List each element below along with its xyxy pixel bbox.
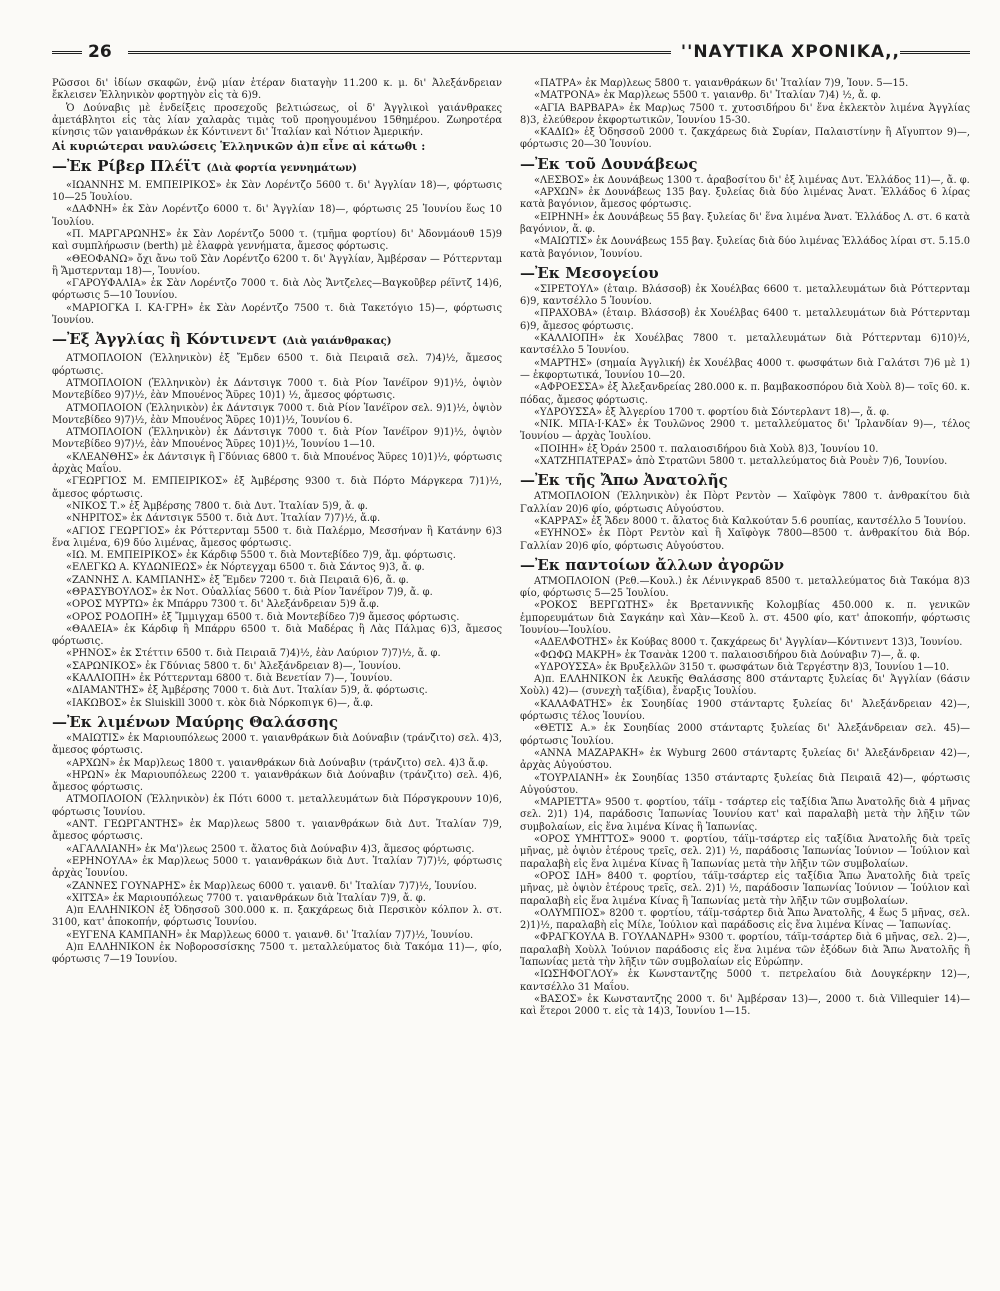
section-heading-text: —Ἐκ τοῦ Δουνάβεως bbox=[520, 154, 698, 173]
charter-entry: «ΝΗΡΙΤΟΣ» ἐκ Δάντσιγκ 5500 τ. διὰ Δυτ. Ἰταλίαν 7)7)½, ἄ.φ. bbox=[66, 513, 381, 525]
charter-entry: ΑΤΜΟΠΛΟΙΟΝ (Ἑλληνικὸν) ἐκ Πὸρτ Ρεντὸν — Χαϊφὸγκ 7800 τ. ἀνθρακίτου διὰ Γαλλίαν 20)6 φίο, φόρτωσις Αὐγούστου. bbox=[520, 491, 970, 515]
subheading: Αἱ κυριώτεραι ναυλώσεις Ἑλληνικῶν ἀ)π εἶνε αἱ κάτωθι : bbox=[52, 140, 426, 154]
charter-entry: «ΑΔΕΛΦΟΤΗΣ» ἐκ Κούβας 8000 τ. ζακχάρεως δι' Ἀγγλίαν—Κόντινεντ 13)3, Ἰουνίου. bbox=[534, 637, 963, 649]
charter-entry: «ΦΩΦΩ ΜΑΚΡΗ» ἐκ Τσανὰκ 1200 τ. παλαιοσιδήρου διὰ Δούναβιν 7)—, ἄ. φ. bbox=[534, 649, 921, 661]
charter-entry: «ΟΡΟΣ ΡΟΔΟΠΗ» ἐξ Ἴμμιγχαμ 6500 τ. διὰ Μοντεβίδεο 7)9 ἄμεσος φόρτωσις. bbox=[66, 611, 460, 623]
charter-entry: ΑΤΜΟΠΛΟΙΟΝ (Ἑλληνικὸν) ἐξ Ἔμδεν 6500 τ. διὰ Πειραιᾶ σελ. 7)4)½, ἄμεσος φόρτωσις. bbox=[52, 353, 502, 377]
charter-entry: «ΣΙΡΕΤΟΥΛ» (ἑταιρ. Βλάσσοβ) ἐκ Χουέλβας 6600 τ. μεταλλευμάτων διὰ Ρόττερνταμ 6)9, καντσέλλο 5 Ἰουνίου. bbox=[520, 283, 970, 308]
section-heading-text: —Ἐκ παντοίων ἄλλων ἀγορῶν bbox=[520, 555, 785, 574]
charter-entry: «ΖΑΝΝΕΣ ΓΟΥΝΑΡΗΣ» ἐκ Μαρ)λεως 6000 τ. γαιανθ. δι' Ἰταλίαν 7)7)½, Ἰουνίου. bbox=[66, 880, 477, 892]
charter-entry: «ΑΓΑΛΛΙΑΝΗ» ἐκ Μα')λεως 2500 τ. ἄλατος διὰ Δούναβιν 4)3, ἄμεσος φόρτωσις. bbox=[66, 843, 475, 855]
charter-entry: «ΦΡΑΓΚΟΥΛΑ Β. ΓΟΥΛΑΝΔΡΗ» 9300 τ. φορτίου, τάϊμ-τσάρτερ διὰ 6 μῆνας, σελ. 2)—, παραλαβὴ Χοὺλλ Ἰούνιον παράδοσις εἰς ἕνα λιμένα τῶν ἐξόδων διὰ Ἄπω Ἀνατολῆς ἢ Ἰαπωνίας μετὰ τὴν λῆξιν τῶν συμβολαίων εἰς Εὐρώπην. bbox=[520, 932, 970, 968]
charter-entry: «ΜΑΤΡΟΝΑ» ἐκ Μαρ)λεως 5500 τ. γαιανθρ. δι' Ἰταλίαν 7)4) ½, ἄ. φ. bbox=[534, 90, 882, 102]
charter-entry: «ΛΕΣΒΟΣ» ἐκ Δουνάβεως 1300 τ. ἀραβοσίτου δι' ἐξ λιμένας Δυτ. Ἑλλάδος 11)—, ἄ. φ. bbox=[534, 174, 970, 186]
charter-entry: ΑΤΜΟΠΛΟΙΟΝ (Ἑλληνικὸν) ἐκ Δάντσιγκ 7000 τ. διὰ Ρίον Ἰανέϊρον 9)1)½, ὀψιὸν Μοντεβίδεο 9)7)½, ἐὰν Μπουένος Ἄϋρες 10)1) ½, ἄμεσος φόρτωσις. bbox=[52, 377, 502, 402]
left-column bbox=[52, 78, 502, 1018]
charter-entry: «ΥΔΡΟΥΣΣΑ» ἐκ Βρυξελλῶν 3150 τ. φωσφάτων διὰ Τεργέστην 8)3, Ἰουνίου 1—10. bbox=[534, 661, 950, 673]
charter-entry: «ΜΑΙΩΤΙΣ» ἐκ Δουνάβεως 155 βαγ. ξυλείας διὰ δύο λιμένας Ἑλλάδος λίραι στ. 5.15.0 κατὰ βαγόνιον, Ἰουνίου. bbox=[520, 236, 970, 260]
charter-entry: «ΟΡΟΣ ΥΜΗΤΤΟΣ» 9000 τ. φορτίου, τάϊμ-τσάρτερ εἰς ταξίδια Ἀνατολῆς διὰ τρεῖς μῆνας, μὲ ὀψιὸν ἑτέρους τρεῖς, σελ. 2)1) ½, παράδοσις Ἰαπωνίας Ἰούνιον — Ἰούλιον καὶ παραλαβὴ εἰς ἕνα λιμένα Κίνας ἢ Ἰαπωνίας μετὰ τὴν λῆξιν τῶν συμβολαίων. bbox=[520, 834, 970, 870]
section-heading bbox=[520, 556, 970, 574]
section-heading bbox=[52, 157, 502, 178]
charter-entry: «ΚΑΛΑΦΑΤΗΣ» ἐκ Σουηδίας 1900 στάνταρτς ξυλείας δι' Ἀλεξάνδρειαν 42)—, φόρτωσις τέλος Ἰουνίου. bbox=[520, 698, 970, 723]
charter-entry: «ΓΑΡΟΥΦΑΛΙΑ» ἐκ Σὰν Λορέντζο 7000 τ. διὰ Λὸς Ἄντζελες—Βαγκοῦβερ ρέϊντζ 14)6, φόρτωσις 5—10 Ἰουνίου. bbox=[52, 278, 502, 302]
charter-entry: «ΜΑΡΙΕΤΤΑ» 9500 τ. φορτίου, τάϊμ - τσάρτερ εἰς ταξίδια Ἄπω Ἀνατολῆς διὰ 4 μῆνας σελ. 2)1) 1)4, παράδοσις Ἰαπωνίας Ἰουνίου κατ' καὶ παραλαβὴ μετὰ τὴν λῆξιν τῶν συμβολαίων, εἰς ἕνα λιμένα Κίνας ἢ Ἰαπωνίας. bbox=[520, 797, 970, 833]
charter-entry: «ΕΛΕΓΚΩ Α. ΚΥΔΩΝΙΕΩΣ» ἐκ Νόρτεγχαμ 6500 τ. διὰ Σάντος 9)3, ἄ. φ. bbox=[66, 562, 425, 574]
charter-entry: «ΧΙΤΣΑ» ἐκ Μαριουπόλεως 7700 τ. γαιανθράκων διὰ Ἰταλίαν 7)9, ἄ. φ. bbox=[66, 892, 426, 904]
section-heading-note: (Διὰ γαιάνθρακας) bbox=[282, 336, 392, 348]
section-heading bbox=[520, 471, 970, 489]
section-heading-text: —Ἐκ Μεσογείου bbox=[520, 263, 659, 282]
charter-entry: «ΕΙΡΗΝΗ» ἐκ Δουνάβεως 55 βαγ. ξυλείας δι' ἕνα λιμένα Ἀνατ. Ἑλλάδος Λ. στ. 6 κατὰ βαγόνιον, ἄ. φ. bbox=[520, 211, 970, 235]
charter-entry: «ΧΑΤΖΗΠΑΤΕΡΑΣ» ἀπὸ Στρατῶνι 5800 τ. μεταλλεύματος διὰ Ρουὲν 7)6, Ἰουνίου. bbox=[534, 456, 948, 468]
journal-title: ''ΝΑΥΤΙΚΑ ΧΡΟΝΙΚΑ,, bbox=[680, 42, 900, 62]
charter-entry: «ΔΑΦΝΗ» ἐκ Σὰν Λορέντζο 6000 τ. δι' Ἀγγλίαν 18)—, φόρτωσις 25 Ἰουνίου ἕως 10 Ἰουλίου. bbox=[52, 204, 502, 228]
charter-entry: «ΡΗΝΟΣ» ἐκ Στέττιν 6500 τ. διὰ Πειραιᾶ 7)4)½, ἐὰν Λαύριον 7)7)½, ἄ. φ. bbox=[66, 648, 441, 660]
charter-entry: «ΘΡΑΣΥΒΟΥΛΟΣ» ἐκ Νοτ. Οὐαλλίας 5600 τ. διὰ Ρίον Ἰανέϊρον 7)9, ἄ. φ. bbox=[66, 586, 433, 598]
charter-entry: «ΗΡΩΝ» ἐκ Μαριουπόλεως 2200 τ. γαιανθράκων διὰ Δούναβιν (τράνζιτο) σελ. 4)6, ἄμεσος φόρτωσις. bbox=[52, 769, 502, 794]
charter-entry: «ΕΥΗΝΟΣ» ἐκ Πὸρτ Ρεντὸν καὶ ἢ Χαϊφὸγκ 7800—8500 τ. ἀνθρακίτου διὰ Βόρ. Γαλλίαν 20)6 φίο, φόρτωσις Αὐγούστου. bbox=[520, 528, 970, 552]
charter-entry: «ΠΡΑΧΟΒΑ» (ἑταιρ. Βλάσσοβ) ἐκ Χουέλβας 6400 τ. μεταλλευμάτων διὰ Ρόττερνταμ 6)9, ἄμεσος φόρτωσις. bbox=[520, 308, 970, 332]
charter-entry: «ΠΑΤΡΑ» ἐκ Μαρ)λεως 5800 τ. γαιανθράκων δι' Ἰταλίαν 7)9, Ἰουν. 5—15. bbox=[534, 78, 909, 89]
charter-entry: «ΕΡΗΝΟΥΛΑ» ἐκ Μαρ)λεως 5000 τ. γαιανθράκων διὰ Δυτ. Ἰταλίαν 7)7)½, φόρτωσις ἀρχὰς Ἰουνίου. bbox=[52, 855, 502, 880]
page-number: 26 bbox=[88, 42, 112, 62]
charter-entry: «ΡΟΚΟΣ ΒΕΡΓΩΤΗΣ» ἐκ Βρεταννικῆς Κολομβίας 450.000 κ. π. γενικῶν ἐμπορευμάτων διὰ Σαγκάην καὶ Χὰν—Κεοῦ λ. στ. 4500 φίο, κατ' ἀποκοπήν, φόρτωσις Ἰουνίου—Ἰουλίου. bbox=[520, 600, 970, 636]
section-heading-text: —Ἐκ Ρίβερ Πλέϊτ bbox=[52, 156, 202, 175]
charter-entry: ΑΤΜΟΠΛΟΙΟΝ (Ἑλληνικὸν) ἐκ Δάντσιγκ 7000 τ. διὰ Ρίον Ἰανέϊρον σελ. 9)1)½, ὀψιὸν Μοντεβίδεο 9)7)½, ἐὰν Μπουένος Ἄϋρες 10)1)½, Ἰουνίου 6. bbox=[52, 402, 502, 426]
charter-entry: «ΙΑΚΩΒΟΣ» ἐκ Sluiskill 3000 τ. κὸκ διὰ Νόρκοπιγκ 6)—, ἄ.φ. bbox=[66, 697, 374, 709]
charter-entry: «ΜΑΙΩΤΙΣ» ἐκ Μαριουπόλεως 2000 τ. γαιανθράκων διὰ Δούναβιν (τράνζιτο) σελ. 4)3, ἄμεσος φόρτωσις. bbox=[52, 732, 502, 757]
charter-entry: «ΚΛΕΑΝΘΗΣ» ἐκ Δάντσιγκ ἢ Γδύνιας 6800 τ. διὰ Μπουένος Ἄϋρες 10)1)½, φόρτωσις ἀρχὰς Μαΐου. bbox=[52, 451, 502, 476]
charter-entry: «ΚΑΛΛΙΟΠΗ» ἐκ Ρόττερνταμ 6800 τ. διὰ Βενετίαν 7)—, Ἰουνίου. bbox=[66, 673, 393, 685]
charter-entry: «ΒΑΣΟΣ» ἐκ Κωνσταντζης 2000 τ. δι' Ἀμβέρσαν 13)—, 2000 τ. διὰ Villequier 14)— καὶ ἕτεροι 2000 τ. εἰς τὰ 14)3, Ἰουνίου 1—15. bbox=[520, 993, 970, 1018]
charter-entry: «ΑΦΡΟΕΣΣΑ» ἐξ Ἀλεξανδρείας 280.000 κ. π. βαμβακοσπόρου διὰ Χοὺλ 8)— τοῖς 60. κ. πόδας, ἄμεσος φόρτωσις. bbox=[520, 382, 970, 406]
charter-entry: «ΔΙΑΜΑΝΤΗΣ» ἐξ Ἀμβέρσης 7000 τ. διὰ Δυτ. Ἰταλίαν 5)9, ἄ. φόρτωσις. bbox=[66, 685, 428, 697]
section-heading bbox=[520, 155, 970, 173]
header-rule-middle bbox=[128, 51, 671, 54]
charter-entry: «ΟΡΟΣ ΙΔΗ» 8400 τ. φορτίου, τάϊμ-τσάρτερ εἰς ταξίδια Ἄπω Ἀνατολῆς διὰ τρεῖς μῆνας, μὲ ὀψιὸν ἑτέρους τρεῖς, σελ. 2)1) ½, παράδοσιν Ἰαπωνίας Ἰούνιον — Ἰούλιον καὶ παραλαβὴ εἰς ἕνα λιμένα Κίνας ἢ Ἰαπωνίας μετὰ τὴν λῆξιν τῶν συμβολαίων. bbox=[520, 870, 970, 907]
charter-entry: «ΙΩΑΝΝΗΣ Μ. ΕΜΠΕΙΡΙΚΟΣ» ἐκ Σὰν Λορέντζο 5600 τ. δι' Ἀγγλίαν 18)—, φόρτωσις 10—25 Ἰουλίου. bbox=[52, 179, 502, 204]
section-heading-text: —Ἐκ λιμένων Μαύρης Θαλάσσης bbox=[52, 712, 339, 731]
charter-entry: «ΑΝΤ. ΓΕΩΡΓΑΝΤΗΣ» ἐκ Μαρ)λεως 5800 τ. γαιανθράκων διὰ Δυτ. Ἰταλίαν 7)9, ἄμεσος φόρτωσις. bbox=[52, 819, 502, 843]
charter-entry: «ΑΝΝΑ ΜΑΖΑΡΑΚΗ» ἐκ Wyburg 2600 στάνταρτς ξυλείας δι' Ἀλεξάνδρειαν 42)—, ἀρχὰς Αὐγούστου. bbox=[520, 747, 970, 772]
charter-entry: «ΥΔΡΟΥΣΣΑ» ἐξ Ἀλγερίου 1700 τ. φορτίου διὰ Σόντερλαντ 18)—, ἄ. φ. bbox=[534, 406, 890, 418]
charter-entry: «ΤΟΥΡΛΙΑΝΗ» ἐκ Σουηδίας 1350 στάνταρτς ξυλείας διὰ Πειραιᾶ 42)—, φόρτωσις Αὐγούστου. bbox=[520, 772, 970, 796]
charter-entry: «ΝΙΚΟΣ Τ.» ἐξ Ἀμβέρσης 7800 τ. διὰ Δυτ. Ἰταλίαν 5)9, ἄ. φ. bbox=[66, 500, 368, 512]
charter-entry: «ΚΑΡΡΑΣ» ἐξ Ἄδεν 8000 τ. ἄλατος διὰ Καλκούταν 5.6 ρουπίας, καντσέλλο 5 Ἰουνίου. bbox=[534, 515, 967, 527]
charter-entry: Ρῶσσοι δι' ἰδίων σκαφῶν, ἐνῷ μίαν ἑτέραν διαταγὴν 11.200 κ. μ. δι' Ἀλεξάνδρειαν ἔκλεισεν Ἑλληνικὸν φορτηγὸν εἰς τὰ 6)9. bbox=[52, 78, 502, 102]
charter-entry: ΑΤΜΟΠΛΟΙΟΝ (Ρεθ.—Κουλ.) ἐκ Λένινγκραδ 8500 τ. μεταλλεύματος διὰ Τακόμα 8)3 φίο, φόρτωσις 5—25 Ἰουλίου. bbox=[520, 575, 970, 600]
charter-entry: «Π. ΜΑΡΓΑΡΩΝΗΣ» ἐκ Σὰν Λορέντζο 5000 τ. (τμῆμα φορτίου) δι' Ἀδονμάουθ 15)9 καὶ συμπλήρωσιν (berth) μὲ ἐλαφρὰ γεννήματα, ἄμεσος φόρτωσις. bbox=[52, 228, 502, 253]
header-rule-left bbox=[52, 51, 82, 54]
charter-entry: «ΙΩΣΗΦΟΓΛΟΥ» ἐκ Κωνσταντζης 5000 τ. πετρελαίου διὰ Δουγκέρκην 12)—, καντσέλλο 31 Μαΐου. bbox=[520, 969, 970, 993]
charter-entry: Α)π ΕΛΛΗΝΙΚΟΝ ἐξ Ὀδησσοῦ 300.000 κ. π. ξακχάρεως διὰ Περσικὸν κόλπον λ. στ. 3100, κατ' ἀποκοπήν, φόρτωσις Ἰουνίου. bbox=[52, 905, 502, 929]
charter-entry: «ΜΑΡΙΟΓΚΑ Ι. ΚΑ·ΓΡΗ» ἐκ Σὰν Λορέντζο 7500 τ. διὰ Τακετόγιο 15)—, φόρτωσις Ἰουνίου. bbox=[52, 302, 502, 327]
charter-entry: «ΑΓΙΑ ΒΑΡΒΑΡΑ» ἐκ Μαρ)ως 7500 τ. χυτοσιδήρου δι' ἕνα ἐκλεκτὸν λιμένα Ἀγγλίας 8)3, ἐλεύθερον ἐκφορτωτικῶν, Ἰουνίου 15-30. bbox=[520, 102, 970, 126]
charter-entry: «ΟΛΥΜΠΙΟΣ» 8200 τ. φορτίου, τάϊμ-τσάρτερ διὰ Ἄπω Ἀνατολῆς, 4 ἕως 5 μῆνας, σελ. 2)1)½, παραλαβὴ εἰς Μίλε, Ἰούλιον καὶ παράδοσις εἰς ἕνα λιμένα Κίνας — Ἰαπωνίας. bbox=[520, 907, 970, 932]
charter-entry: ΑΤΜΟΠΛΟΙΟΝ (Ἑλληνικὸν) ἐκ Δάντσιγκ 7000 τ. διὰ Ρίον Ἰανέϊρον 9)1)½, ὀψιὸν Μοντεβίδεο 9)7)½, ἐὰν Μπουένος Ἄϋρες 10)1)½, Ἰουνίου 1—10. bbox=[52, 427, 502, 451]
charter-entry: Α)π ΕΛΛΗΝΙΚΟΝ ἐκ Νοβοροσσίσκης 7500 τ. μεταλλεύματος διὰ Τακόμα 11)—, φίο, φόρτωσις 7—19 Ἰουνίου. bbox=[52, 942, 502, 966]
charter-entry: «ΟΡΟΣ ΜΥΡΤΩ» ἐκ Μπάρρυ 7300 τ. δι' Ἀλεξάνδρειαν 5)9 ἄ.φ. bbox=[66, 599, 380, 611]
charter-entry: «ΚΑΔΙΩ» ἐξ Ὀδησσοῦ 2000 τ. ζακχάρεως διὰ Συρίαν, Παλαιστίνην ἢ Αἴγυπτον 9)—, φόρτωσις 20—30 Ἰουνίου. bbox=[520, 127, 970, 151]
article-columns bbox=[52, 78, 970, 1018]
charter-entry: Α)π. ΕΛΛΗΝΙΚΟΝ ἐκ Λευκῆς Θαλάσσης 800 στάνταρτς ξυλείας δι' Ἀγγλίαν (6άσιν Χοὺλ) 42)— (συνεχὴ ταξίδια), ἔναρξις Ἰουλίου. bbox=[520, 674, 970, 698]
header-rule-right bbox=[900, 51, 970, 54]
charter-entry: «ΘΕΤΙΣ Α.» ἐκ Σουηδίας 2000 στάνταρτς ξυλείας δι' Ἀλεξάνδρειαν σελ. 45)— φόρτωσις Ἰουλίου. bbox=[520, 723, 970, 747]
charter-entry: Ὁ Δούναβις μὲ ἐνδείξεις προσεχοῦς βελτιώσεως, οἱ δ' Ἀγγλικοὶ γαιάνθρακες ἀμετάβλητοι εἰς τὰς λίαν χαλαρὰς τιμὰς τοῦ προηγουμένου 15θημέρου. Ζωηροτέρα κίνησις τῶν γαιανθράκων ἐκ Κόντινεντ δι' Ἰταλίαν καὶ Νότιον Ἀμερικήν. bbox=[52, 102, 502, 139]
charter-entry: «ΑΡΧΩΝ» ἐκ Δουνάβεως 135 βαγ. ξυλείας διὰ δύο λιμένας Ἀνατ. Ἑλλάδος 6 λίρας κατὰ βαγόνιον, ἄμεσος φόρτωσις. bbox=[520, 187, 970, 211]
charter-entry: «ΜΑΡΤΗΣ» (σημαία Ἀγγλική) ἐκ Χουέλβας 4000 τ. φωσφάτων διὰ Γαλάτσι 7)6 μὲ 1)— ἐκφορτωτικά, Ἰουνίου 10—20. bbox=[520, 357, 970, 381]
section-heading-note: (Διὰ φορτία γεννημάτων) bbox=[206, 162, 357, 174]
charter-entry: «ΘΕΟΦΑΝΩ» ὄχι ἄνω τοῦ Σὰν Λορέντζο 6200 τ. δι' Ἀγγλίαν, Ἀμβέρσαν — Ρόττερνταμ ἢ Ἄμστερνταμ 18)—, Ἰουνίου. bbox=[52, 253, 502, 277]
right-column bbox=[520, 78, 970, 1018]
charter-entry: «ΘΑΛΕΙΑ» ἐκ Κάρδιφ ἢ Μπάρρυ 6500 τ. διὰ Μαδέρας ἢ Λὰς Πάλμας 6)3, ἄμεσος φόρτωσις. bbox=[52, 623, 502, 648]
section-heading bbox=[52, 330, 502, 351]
charter-entry: «ΓΕΩΡΓΙΟΣ Μ. ΕΜΠΕΙΡΙΚΟΣ» ἐξ Ἀμβέρσης 9300 τ. διὰ Πόρτο Μάργκερα 7)1)½, ἄμεσος φόρτωσις. bbox=[52, 476, 502, 500]
charter-entry: «ΖΑΝΝΗΣ Λ. ΚΑΜΠΑΝΗΣ» ἐξ Ἔμδεν 7200 τ. διὰ Πειραιᾶ 6)6, ἄ. φ. bbox=[66, 574, 409, 586]
charter-entry: «ΙΩ. Μ. ΕΜΠΕΙΡΙΚΟΣ» ἐκ Κάρδιφ 5500 τ. διὰ Μοντεβίδεο 7)9, ἄμ. φόρτωσις. bbox=[66, 550, 456, 562]
charter-entry: «ΠΟΙΗΗ» ἐξ Ὀράν 2500 τ. παλαιοσιδήρου διὰ Χοὺλ 8)3, Ἰουνίου 10. bbox=[534, 443, 879, 455]
charter-entry: «ΣΑΡΩΝΙΚΟΣ» ἐκ Γδύνιας 5800 τ. δι' Ἀλεξάνδρειαν 8)—, Ἰουνίου. bbox=[66, 660, 401, 672]
charter-entry: «ΕΥΓΕΝΑ ΚΑΜΠΑΝΗ» ἐκ Μαρ)λεως 6000 τ. γαιανθ. δι' Ἰταλίαν 7)7)½, Ἰουνίου. bbox=[66, 929, 474, 941]
charter-entry: «ΚΑΛΛΙΟΠΗ» ἐκ Χουέλβας 7800 τ. μεταλλευμάτων διὰ Ρόττερνταμ 6)10)½, καντσέλλο 5 Ἰουνίου. bbox=[520, 333, 970, 357]
charter-entry: ΑΤΜΟΠΛΟΙΟΝ (Ἑλληνικὸν) ἐκ Πότι 6000 τ. μεταλλευμάτων διὰ Πόρσγκρουνν 10)6, φόρτωσις Ἰουνίου. bbox=[52, 794, 502, 818]
section-heading-text: —Ἐξ Ἀγγλίας ἢ Κόντινεντ bbox=[52, 330, 277, 349]
charter-entry: «ΝΙΚ. ΜΠΑ·Ι·ΚΑΣ» ἐκ Τουλῶνος 2900 τ. μεταλλεύματος δι' Ἰρλανδίαν 9)—, τέλος Ἰουνίου — ἀρχὰς Ἰουλίου. bbox=[520, 419, 970, 443]
section-heading bbox=[52, 713, 502, 731]
section-heading bbox=[520, 264, 970, 282]
charter-entry: «ΑΓΙΟΣ ΓΕΩΡΓΙΟΣ» ἐκ Ρόττερνταμ 5500 τ. διὰ Παλέρμο, Μεσσήναν ἢ Κατάνην 6)3 ἕνα λιμένα, 6)9 δύο λιμένας, ἄμεσος φόρτωσις. bbox=[52, 525, 502, 549]
page-header bbox=[52, 40, 970, 64]
charter-entry: «ΑΡΧΩΝ» ἐκ Μαρ)λεως 1800 τ. γαιανθράκων διὰ Δούναβιν (τράνζιτο) σελ. 4)3 ἄ.φ. bbox=[66, 757, 489, 769]
section-heading-text: —Ἐκ τῆς Ἄπω Ἀνατολῆς bbox=[520, 471, 728, 490]
